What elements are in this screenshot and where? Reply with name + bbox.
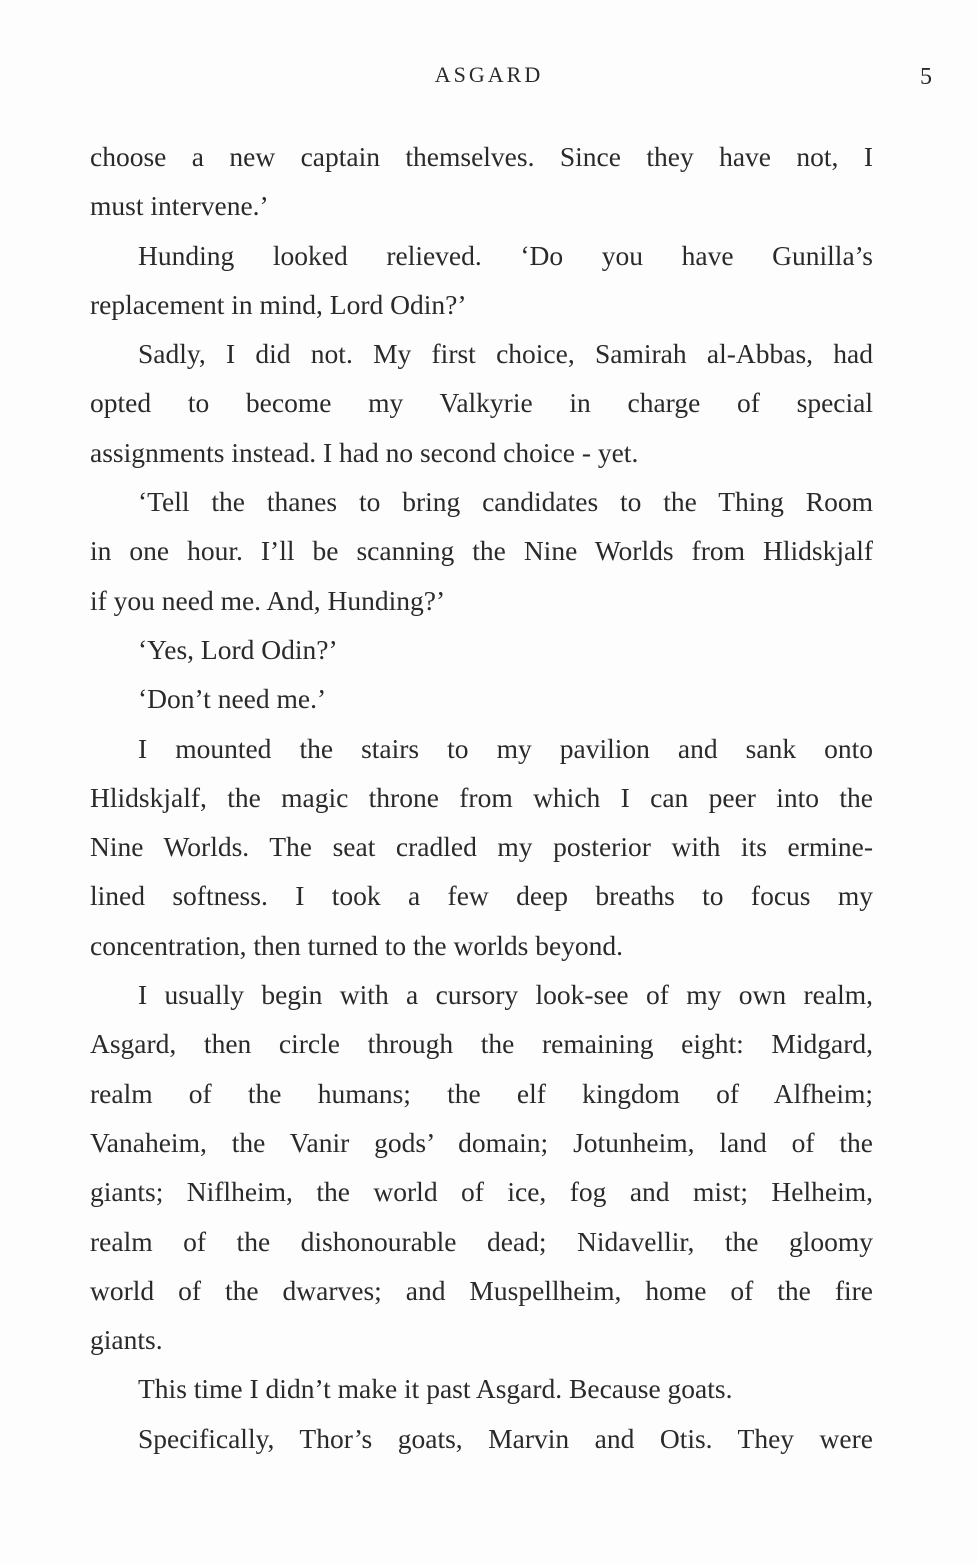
- text-line: This time I didn’t make it past Asgard. Because goats.: [138, 1373, 733, 1405]
- text-line: must intervene.’: [90, 190, 269, 222]
- text-line: lined softness. I took a few deep breaths to focus my: [90, 880, 873, 912]
- text-line: I usually begin with a cursory look-see of my own realm,: [138, 979, 873, 1011]
- text-line: giants.: [90, 1324, 163, 1356]
- text-line: realm of the humans; the elf kingdom of Alfheim;: [90, 1077, 873, 1109]
- text-line: Hunding looked relieved. ‘Do you have Gunilla’s: [138, 239, 873, 271]
- body-text: [90, 132, 873, 1463]
- text-line: Sadly, I did not. My first choice, Samirah al-Abbas, had: [138, 338, 873, 370]
- page-number: 5: [920, 64, 932, 90]
- text-line: I mounted the stairs to my pavilion and sank onto: [138, 732, 873, 764]
- text-line: realm of the dishonourable dead; Nidavellir, the gloomy: [90, 1225, 873, 1257]
- text-line: concentration, then turned to the worlds beyond.: [90, 929, 624, 961]
- text-line: in one hour. I’ll be scanning the Nine Worlds from Hlidskjalf: [90, 535, 873, 567]
- running-head: ASGARD: [434, 62, 544, 87]
- text-line: world of the dwarves; and Muspellheim, home of the fire: [90, 1274, 873, 1306]
- text-line: Nine Worlds. The seat cradled my posterior with its ermine-: [90, 831, 873, 863]
- text-line: ‘Yes, Lord Odin?’: [138, 633, 338, 665]
- text-line: ‘Don’t need me.’: [138, 683, 327, 715]
- text-line: giants; Niflheim, the world of ice, fog and mist; Helheim,: [90, 1176, 873, 1208]
- text-line: ‘Tell the thanes to bring candidates to the Thing Room: [138, 486, 873, 518]
- text-line: Specifically, Thor’s goats, Marvin and Otis. They were: [138, 1422, 873, 1454]
- text-line: if you need me. And, Hunding?’: [90, 584, 446, 616]
- text-line: Asgard, then circle through the remaining eight: Midgard,: [90, 1028, 873, 1060]
- text-line: Hlidskjalf, the magic throne from which I can peer into the: [90, 781, 873, 813]
- text-line: Vanaheim, the Vanir gods’ domain; Jotunheim, land of the: [90, 1126, 873, 1158]
- text-line: assignments instead. I had no second choice - yet.: [90, 436, 639, 468]
- text-line: choose a new captain themselves. Since they have not, I: [90, 141, 873, 172]
- text-line: opted to become my Valkyrie in charge of special: [90, 387, 873, 419]
- text-line: replacement in mind, Lord Odin?’: [90, 288, 467, 320]
